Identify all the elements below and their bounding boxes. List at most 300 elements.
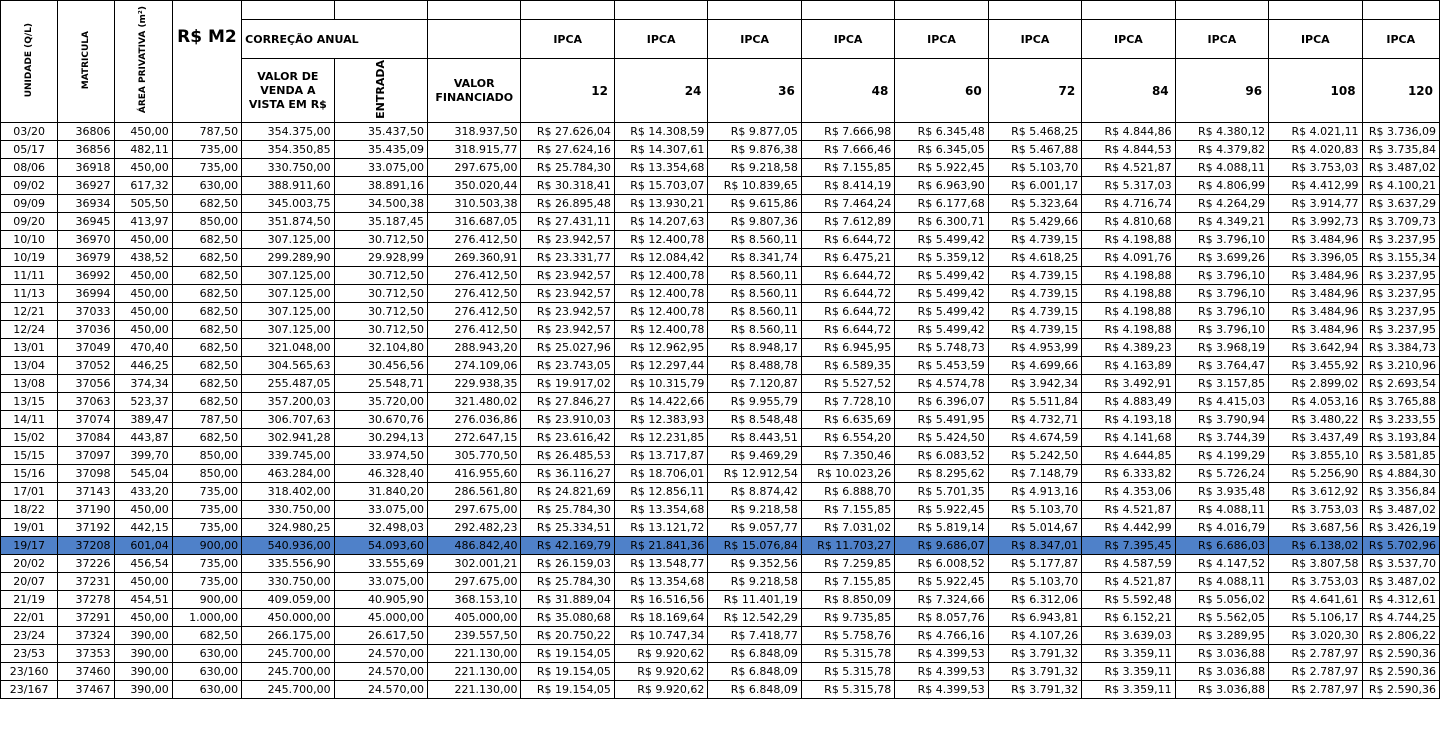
header-ipca: IPCA xyxy=(1082,20,1175,59)
cell-ipca-48: R$ 11.703,27 xyxy=(801,537,894,555)
cell-ipca-120: R$ 3.581,85 xyxy=(1362,447,1439,465)
cell-ipca-24: R$ 14.307,61 xyxy=(614,141,707,159)
cell-ipca-24: R$ 12.400,78 xyxy=(614,267,707,285)
cell-rs-m2: 735,00 xyxy=(172,141,241,159)
header-ipca: IPCA xyxy=(1175,20,1268,59)
cell-rs-m2: 850,00 xyxy=(172,465,241,483)
cell-ipca-60: R$ 6.083,52 xyxy=(895,447,988,465)
cell-ipca-72: R$ 4.739,15 xyxy=(988,231,1081,249)
cell-matricula: 37049 xyxy=(58,339,114,357)
cell-matricula: 37063 xyxy=(58,393,114,411)
cell-entrada: 30.712,50 xyxy=(334,231,427,249)
table-body xyxy=(1,123,1440,699)
cell-valor-financiado: 416.955,60 xyxy=(428,465,521,483)
cell-entrada: 30.456,56 xyxy=(334,357,427,375)
cell-matricula: 36927 xyxy=(58,177,114,195)
cell-area: 374,34 xyxy=(114,375,172,393)
table-row[interactable] xyxy=(1,555,1440,573)
cell-ipca-48: R$ 5.315,78 xyxy=(801,645,894,663)
cell-valor-venda: 339.745,00 xyxy=(242,447,334,465)
cell-ipca-24: R$ 16.516,56 xyxy=(614,591,707,609)
cell-rs-m2: 850,00 xyxy=(172,213,241,231)
cell-unidade: 21/19 xyxy=(1,591,58,609)
cell-matricula: 37084 xyxy=(58,429,114,447)
cell-ipca-12: R$ 31.889,04 xyxy=(521,591,614,609)
cell-valor-venda: 307.125,00 xyxy=(242,285,334,303)
cell-rs-m2: 682,50 xyxy=(172,339,241,357)
cell-ipca-84: R$ 4.353,06 xyxy=(1082,483,1175,501)
table-row[interactable] xyxy=(1,501,1440,519)
cell-ipca-84: R$ 3.492,91 xyxy=(1082,375,1175,393)
table-row[interactable] xyxy=(1,537,1440,555)
header-month: 36 xyxy=(708,59,801,123)
cell-ipca-96: R$ 4.147,52 xyxy=(1175,555,1268,573)
cell-ipca-84: R$ 4.810,68 xyxy=(1082,213,1175,231)
cell-ipca-60: R$ 5.499,42 xyxy=(895,231,988,249)
header-ipca: IPCA xyxy=(1362,20,1439,59)
cell-ipca-36: R$ 12.542,29 xyxy=(708,609,801,627)
cell-ipca-72: R$ 4.739,15 xyxy=(988,321,1081,339)
header-month: 84 xyxy=(1082,59,1175,123)
cell-rs-m2: 900,00 xyxy=(172,591,241,609)
cell-matricula: 36994 xyxy=(58,285,114,303)
cell-ipca-12: R$ 35.080,68 xyxy=(521,609,614,627)
cell-ipca-12: R$ 23.910,03 xyxy=(521,411,614,429)
cell-ipca-24: R$ 9.920,62 xyxy=(614,663,707,681)
cell-ipca-108: R$ 3.484,96 xyxy=(1269,285,1362,303)
cell-valor-financiado: 239.557,50 xyxy=(428,627,521,645)
table-row[interactable] xyxy=(1,231,1440,249)
cell-ipca-84: R$ 6.152,21 xyxy=(1082,609,1175,627)
cell-ipca-12: R$ 23.942,57 xyxy=(521,267,614,285)
cell-ipca-60: R$ 5.499,42 xyxy=(895,285,988,303)
table-row[interactable] xyxy=(1,159,1440,177)
table-row[interactable] xyxy=(1,429,1440,447)
cell-unidade: 13/01 xyxy=(1,339,58,357)
cell-matricula: 36934 xyxy=(58,195,114,213)
cell-ipca-96: R$ 3.796,10 xyxy=(1175,303,1268,321)
table-row[interactable] xyxy=(1,645,1440,663)
table-row[interactable] xyxy=(1,249,1440,267)
cell-ipca-72: R$ 4.674,59 xyxy=(988,429,1081,447)
cell-ipca-24: R$ 12.400,78 xyxy=(614,285,707,303)
table-row[interactable] xyxy=(1,213,1440,231)
cell-ipca-36: R$ 7.120,87 xyxy=(708,375,801,393)
cell-ipca-48: R$ 7.155,85 xyxy=(801,501,894,519)
cell-rs-m2: 682,50 xyxy=(172,627,241,645)
table-row[interactable] xyxy=(1,447,1440,465)
cell-ipca-60: R$ 5.499,42 xyxy=(895,321,988,339)
cell-ipca-12: R$ 25.334,51 xyxy=(521,519,614,537)
cell-ipca-120: R$ 3.237,95 xyxy=(1362,285,1439,303)
cell-unidade: 15/02 xyxy=(1,429,58,447)
cell-ipca-72: R$ 4.618,25 xyxy=(988,249,1081,267)
cell-ipca-84: R$ 4.716,74 xyxy=(1082,195,1175,213)
cell-ipca-84: R$ 4.844,86 xyxy=(1082,123,1175,141)
cell-ipca-60: R$ 6.008,52 xyxy=(895,555,988,573)
header-matricula: MATRICULA xyxy=(58,1,114,123)
cell-area: 450,00 xyxy=(114,231,172,249)
cell-entrada: 38.891,16 xyxy=(334,177,427,195)
cell-ipca-48: R$ 6.635,69 xyxy=(801,411,894,429)
cell-ipca-72: R$ 8.347,01 xyxy=(988,537,1081,555)
cell-valor-venda: 354.350,85 xyxy=(242,141,334,159)
cell-ipca-60: R$ 4.399,53 xyxy=(895,681,988,699)
cell-ipca-36: R$ 8.874,42 xyxy=(708,483,801,501)
cell-ipca-60: R$ 5.499,42 xyxy=(895,303,988,321)
cell-unidade: 15/16 xyxy=(1,465,58,483)
cell-ipca-84: R$ 6.333,82 xyxy=(1082,465,1175,483)
cell-ipca-120: R$ 3.736,09 xyxy=(1362,123,1439,141)
cell-ipca-96: R$ 3.935,48 xyxy=(1175,483,1268,501)
cell-rs-m2: 900,00 xyxy=(172,537,241,555)
cell-ipca-120: R$ 3.237,95 xyxy=(1362,267,1439,285)
cell-ipca-108: R$ 6.138,02 xyxy=(1269,537,1362,555)
cell-ipca-84: R$ 4.198,88 xyxy=(1082,231,1175,249)
cell-ipca-12: R$ 20.750,22 xyxy=(521,627,614,645)
cell-valor-financiado: 316.687,05 xyxy=(428,213,521,231)
cell-ipca-36: R$ 8.560,11 xyxy=(708,231,801,249)
cell-unidade: 19/01 xyxy=(1,519,58,537)
cell-unidade: 15/15 xyxy=(1,447,58,465)
cell-ipca-72: R$ 5.323,64 xyxy=(988,195,1081,213)
cell-ipca-60: R$ 5.922,45 xyxy=(895,501,988,519)
cell-valor-financiado: 221.130,00 xyxy=(428,645,521,663)
cell-ipca-60: R$ 5.359,12 xyxy=(895,249,988,267)
cell-ipca-120: R$ 3.735,84 xyxy=(1362,141,1439,159)
header-ipca: IPCA xyxy=(614,20,707,59)
cell-ipca-120: R$ 3.237,95 xyxy=(1362,303,1439,321)
table-row[interactable] xyxy=(1,267,1440,285)
table-row[interactable] xyxy=(1,609,1440,627)
cell-ipca-72: R$ 5.014,67 xyxy=(988,519,1081,537)
cell-ipca-24: R$ 18.169,64 xyxy=(614,609,707,627)
cell-area: 450,00 xyxy=(114,267,172,285)
table-row[interactable] xyxy=(1,681,1440,699)
cell-ipca-24: R$ 12.084,42 xyxy=(614,249,707,267)
table-row[interactable] xyxy=(1,465,1440,483)
cell-ipca-60: R$ 9.686,07 xyxy=(895,537,988,555)
table-row[interactable] xyxy=(1,411,1440,429)
cell-valor-financiado: 405.000,00 xyxy=(428,609,521,627)
cell-ipca-24: R$ 15.703,07 xyxy=(614,177,707,195)
cell-valor-financiado: 368.153,10 xyxy=(428,591,521,609)
cell-ipca-48: R$ 6.589,35 xyxy=(801,357,894,375)
cell-valor-financiado: 269.360,91 xyxy=(428,249,521,267)
cell-ipca-96: R$ 3.796,10 xyxy=(1175,267,1268,285)
table-row[interactable] xyxy=(1,177,1440,195)
cell-valor-financiado: 276.036,86 xyxy=(428,411,521,429)
cell-ipca-60: R$ 5.424,50 xyxy=(895,429,988,447)
cell-area: 446,25 xyxy=(114,357,172,375)
cell-ipca-36: R$ 9.615,86 xyxy=(708,195,801,213)
cell-valor-financiado: 350.020,44 xyxy=(428,177,521,195)
cell-ipca-72: R$ 5.242,50 xyxy=(988,447,1081,465)
cell-matricula: 37324 xyxy=(58,627,114,645)
cell-valor-venda: 357.200,03 xyxy=(242,393,334,411)
cell-ipca-48: R$ 7.666,46 xyxy=(801,141,894,159)
cell-ipca-72: R$ 4.732,71 xyxy=(988,411,1081,429)
cell-ipca-24: R$ 13.930,21 xyxy=(614,195,707,213)
cell-ipca-72: R$ 5.103,70 xyxy=(988,501,1081,519)
table-row[interactable] xyxy=(1,123,1440,141)
cell-ipca-108: R$ 3.753,03 xyxy=(1269,573,1362,591)
cell-ipca-108: R$ 4.053,16 xyxy=(1269,393,1362,411)
cell-ipca-24: R$ 12.297,44 xyxy=(614,357,707,375)
cell-ipca-12: R$ 26.895,48 xyxy=(521,195,614,213)
cell-ipca-24: R$ 12.400,78 xyxy=(614,303,707,321)
cell-area: 433,20 xyxy=(114,483,172,501)
table-row[interactable] xyxy=(1,357,1440,375)
cell-ipca-108: R$ 4.641,61 xyxy=(1269,591,1362,609)
cell-ipca-84: R$ 3.359,11 xyxy=(1082,663,1175,681)
cell-ipca-108: R$ 3.642,94 xyxy=(1269,339,1362,357)
cell-ipca-72: R$ 4.739,15 xyxy=(988,267,1081,285)
header-entrada: ENTRADA xyxy=(334,59,427,123)
table-row[interactable] xyxy=(1,573,1440,591)
cell-ipca-96: R$ 3.699,26 xyxy=(1175,249,1268,267)
cell-area: 450,00 xyxy=(114,573,172,591)
cell-ipca-84: R$ 4.163,89 xyxy=(1082,357,1175,375)
cell-ipca-36: R$ 10.839,65 xyxy=(708,177,801,195)
cell-unidade: 20/07 xyxy=(1,573,58,591)
cell-ipca-48: R$ 6.475,21 xyxy=(801,249,894,267)
table-row[interactable] xyxy=(1,519,1440,537)
cell-valor-venda: 302.941,28 xyxy=(242,429,334,447)
table-row[interactable] xyxy=(1,591,1440,609)
cell-ipca-108: R$ 2.787,97 xyxy=(1269,663,1362,681)
cell-ipca-120: R$ 4.884,30 xyxy=(1362,465,1439,483)
cell-ipca-48: R$ 5.527,52 xyxy=(801,375,894,393)
cell-ipca-12: R$ 24.821,69 xyxy=(521,483,614,501)
table-row[interactable] xyxy=(1,393,1440,411)
cell-ipca-36: R$ 6.848,09 xyxy=(708,663,801,681)
cell-valor-financiado: 276.412,50 xyxy=(428,285,521,303)
cell-ipca-96: R$ 3.796,10 xyxy=(1175,321,1268,339)
cell-ipca-108: R$ 3.914,77 xyxy=(1269,195,1362,213)
cell-ipca-108: R$ 4.020,83 xyxy=(1269,141,1362,159)
cell-ipca-36: R$ 9.057,77 xyxy=(708,519,801,537)
cell-entrada: 40.905,90 xyxy=(334,591,427,609)
cell-rs-m2: 787,50 xyxy=(172,123,241,141)
cell-valor-venda: 321.048,00 xyxy=(242,339,334,357)
cell-valor-venda: 330.750,00 xyxy=(242,501,334,519)
cell-ipca-96: R$ 4.088,11 xyxy=(1175,573,1268,591)
cell-valor-financiado: 276.412,50 xyxy=(428,267,521,285)
cell-rs-m2: 630,00 xyxy=(172,681,241,699)
table-row[interactable] xyxy=(1,321,1440,339)
cell-ipca-24: R$ 14.308,59 xyxy=(614,123,707,141)
cell-unidade: 11/11 xyxy=(1,267,58,285)
cell-ipca-96: R$ 4.088,11 xyxy=(1175,159,1268,177)
cell-ipca-120: R$ 3.237,95 xyxy=(1362,231,1439,249)
cell-ipca-36: R$ 8.443,51 xyxy=(708,429,801,447)
cell-ipca-72: R$ 6.312,06 xyxy=(988,591,1081,609)
cell-ipca-12: R$ 25.027,96 xyxy=(521,339,614,357)
cell-entrada: 35.720,00 xyxy=(334,393,427,411)
cell-rs-m2: 682,50 xyxy=(172,357,241,375)
cell-ipca-36: R$ 7.418,77 xyxy=(708,627,801,645)
cell-ipca-84: R$ 4.389,23 xyxy=(1082,339,1175,357)
cell-ipca-108: R$ 4.021,11 xyxy=(1269,123,1362,141)
header-month: 108 xyxy=(1269,59,1362,123)
cell-valor-financiado: 229.938,35 xyxy=(428,375,521,393)
cell-ipca-60: R$ 5.499,42 xyxy=(895,267,988,285)
table-row[interactable] xyxy=(1,483,1440,501)
cell-ipca-120: R$ 3.537,70 xyxy=(1362,555,1439,573)
cell-ipca-120: R$ 4.744,25 xyxy=(1362,609,1439,627)
cell-ipca-48: R$ 8.414,19 xyxy=(801,177,894,195)
cell-ipca-48: R$ 7.612,89 xyxy=(801,213,894,231)
cell-ipca-60: R$ 8.295,62 xyxy=(895,465,988,483)
cell-valor-financiado: 274.109,06 xyxy=(428,357,521,375)
cell-unidade: 12/21 xyxy=(1,303,58,321)
cell-area: 389,47 xyxy=(114,411,172,429)
cell-ipca-96: R$ 5.056,02 xyxy=(1175,591,1268,609)
cell-entrada: 35.187,45 xyxy=(334,213,427,231)
table-row[interactable] xyxy=(1,195,1440,213)
cell-matricula: 37291 xyxy=(58,609,114,627)
cell-ipca-72: R$ 3.791,32 xyxy=(988,681,1081,699)
cell-ipca-96: R$ 6.686,03 xyxy=(1175,537,1268,555)
cell-ipca-84: R$ 4.198,88 xyxy=(1082,321,1175,339)
cell-ipca-84: R$ 4.644,85 xyxy=(1082,447,1175,465)
cell-ipca-12: R$ 27.846,27 xyxy=(521,393,614,411)
cell-valor-venda: 318.402,00 xyxy=(242,483,334,501)
cell-unidade: 10/19 xyxy=(1,249,58,267)
cell-entrada: 24.570,00 xyxy=(334,645,427,663)
cell-unidade: 13/08 xyxy=(1,375,58,393)
table-header xyxy=(1,1,1440,123)
cell-ipca-60: R$ 5.922,45 xyxy=(895,573,988,591)
cell-ipca-12: R$ 36.116,27 xyxy=(521,465,614,483)
table-row[interactable] xyxy=(1,339,1440,357)
cell-ipca-108: R$ 3.484,96 xyxy=(1269,267,1362,285)
cell-valor-venda: 245.700,00 xyxy=(242,681,334,699)
cell-ipca-72: R$ 6.943,81 xyxy=(988,609,1081,627)
cell-area: 617,32 xyxy=(114,177,172,195)
cell-ipca-96: R$ 3.744,39 xyxy=(1175,429,1268,447)
cell-unidade: 23/167 xyxy=(1,681,58,699)
table-row[interactable] xyxy=(1,303,1440,321)
cell-matricula: 36970 xyxy=(58,231,114,249)
cell-matricula: 37460 xyxy=(58,663,114,681)
cell-valor-financiado: 297.675,00 xyxy=(428,501,521,519)
header-month: 12 xyxy=(521,59,614,123)
cell-ipca-120: R$ 2.590,36 xyxy=(1362,663,1439,681)
cell-matricula: 37208 xyxy=(58,537,114,555)
cell-ipca-60: R$ 4.766,16 xyxy=(895,627,988,645)
cell-entrada: 30.712,50 xyxy=(334,285,427,303)
cell-matricula: 36806 xyxy=(58,123,114,141)
cell-ipca-24: R$ 10.315,79 xyxy=(614,375,707,393)
cell-entrada: 30.712,50 xyxy=(334,267,427,285)
cell-area: 438,52 xyxy=(114,249,172,267)
cell-ipca-108: R$ 3.484,96 xyxy=(1269,321,1362,339)
cell-unidade: 12/24 xyxy=(1,321,58,339)
cell-ipca-24: R$ 12.231,85 xyxy=(614,429,707,447)
cell-ipca-36: R$ 12.912,54 xyxy=(708,465,801,483)
header-ipca: IPCA xyxy=(988,20,1081,59)
cell-ipca-12: R$ 23.942,57 xyxy=(521,285,614,303)
cell-ipca-48: R$ 7.031,02 xyxy=(801,519,894,537)
cell-ipca-72: R$ 5.511,84 xyxy=(988,393,1081,411)
cell-ipca-12: R$ 23.942,57 xyxy=(521,303,614,321)
cell-ipca-12: R$ 25.784,30 xyxy=(521,573,614,591)
cell-matricula: 36979 xyxy=(58,249,114,267)
cell-ipca-72: R$ 4.913,16 xyxy=(988,483,1081,501)
cell-ipca-120: R$ 3.637,29 xyxy=(1362,195,1439,213)
cell-matricula: 37036 xyxy=(58,321,114,339)
cell-matricula: 37074 xyxy=(58,411,114,429)
cell-ipca-120: R$ 3.426,19 xyxy=(1362,519,1439,537)
cell-valor-venda: 307.125,00 xyxy=(242,321,334,339)
cell-ipca-36: R$ 9.469,29 xyxy=(708,447,801,465)
header-area: ÁREA PRIVATIVA (m²) xyxy=(114,1,172,123)
cell-ipca-60: R$ 5.922,45 xyxy=(895,159,988,177)
table-row[interactable] xyxy=(1,663,1440,681)
cell-entrada: 32.498,03 xyxy=(334,519,427,537)
cell-ipca-120: R$ 3.487,02 xyxy=(1362,573,1439,591)
table-row[interactable] xyxy=(1,627,1440,645)
cell-entrada: 24.570,00 xyxy=(334,681,427,699)
cell-ipca-84: R$ 4.521,87 xyxy=(1082,501,1175,519)
cell-unidade: 22/01 xyxy=(1,609,58,627)
cell-ipca-84: R$ 4.587,59 xyxy=(1082,555,1175,573)
cell-ipca-96: R$ 5.726,24 xyxy=(1175,465,1268,483)
cell-entrada: 32.104,80 xyxy=(334,339,427,357)
header-ipca: IPCA xyxy=(895,20,988,59)
cell-area: 450,00 xyxy=(114,123,172,141)
cell-valor-venda: 330.750,00 xyxy=(242,573,334,591)
cell-ipca-12: R$ 42.169,79 xyxy=(521,537,614,555)
cell-ipca-120: R$ 2.590,36 xyxy=(1362,645,1439,663)
cell-ipca-120: R$ 3.233,55 xyxy=(1362,411,1439,429)
cell-rs-m2: 735,00 xyxy=(172,501,241,519)
cell-valor-venda: 335.556,90 xyxy=(242,555,334,573)
cell-unidade: 05/17 xyxy=(1,141,58,159)
cell-rs-m2: 735,00 xyxy=(172,483,241,501)
cell-valor-venda: 351.874,50 xyxy=(242,213,334,231)
cell-ipca-84: R$ 4.883,49 xyxy=(1082,393,1175,411)
cell-matricula: 37278 xyxy=(58,591,114,609)
cell-ipca-48: R$ 6.888,70 xyxy=(801,483,894,501)
cell-ipca-108: R$ 2.787,97 xyxy=(1269,681,1362,699)
table-row[interactable] xyxy=(1,285,1440,303)
header-valor-financiado: VALOR FINANCIADO xyxy=(428,59,521,123)
cell-ipca-120: R$ 2.590,36 xyxy=(1362,681,1439,699)
cell-ipca-60: R$ 5.701,35 xyxy=(895,483,988,501)
table-row[interactable] xyxy=(1,141,1440,159)
cell-rs-m2: 682,50 xyxy=(172,195,241,213)
cell-unidade: 19/17 xyxy=(1,537,58,555)
cell-rs-m2: 735,00 xyxy=(172,573,241,591)
cell-area: 454,51 xyxy=(114,591,172,609)
cell-matricula: 37231 xyxy=(58,573,114,591)
cell-ipca-36: R$ 6.848,09 xyxy=(708,645,801,663)
cell-ipca-48: R$ 6.945,95 xyxy=(801,339,894,357)
cell-ipca-48: R$ 10.023,26 xyxy=(801,465,894,483)
cell-area: 413,97 xyxy=(114,213,172,231)
cell-ipca-72: R$ 5.103,70 xyxy=(988,573,1081,591)
cell-rs-m2: 630,00 xyxy=(172,663,241,681)
cell-ipca-48: R$ 6.644,72 xyxy=(801,321,894,339)
cell-valor-venda: 388.911,60 xyxy=(242,177,334,195)
cell-ipca-60: R$ 4.574,78 xyxy=(895,375,988,393)
cell-unidade: 08/06 xyxy=(1,159,58,177)
table-row[interactable] xyxy=(1,375,1440,393)
cell-matricula: 36918 xyxy=(58,159,114,177)
